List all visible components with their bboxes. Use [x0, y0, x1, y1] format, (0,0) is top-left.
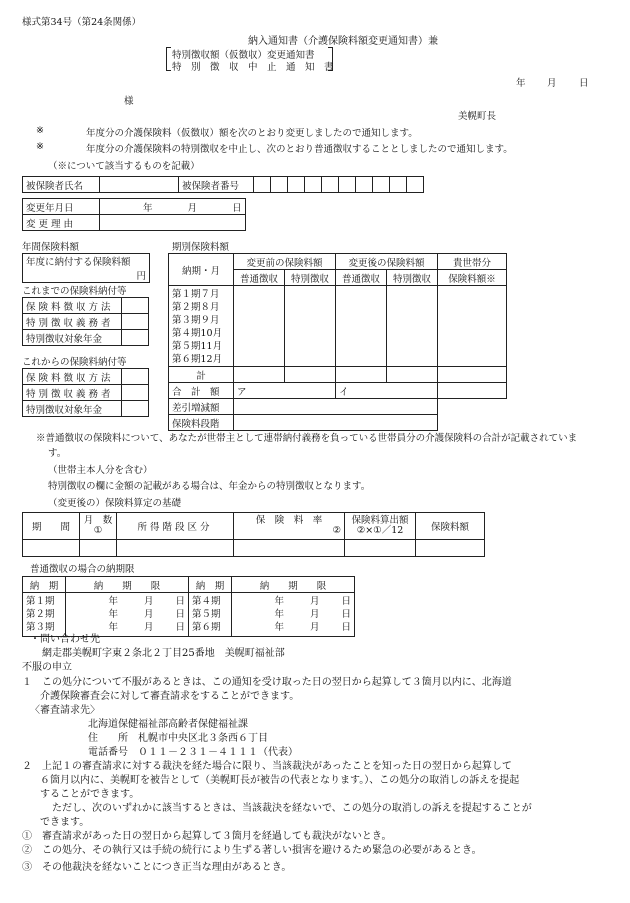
- change-table: [22, 198, 246, 231]
- col-household: 貴世帯分: [438, 254, 507, 270]
- footnote-line-1: ※普通徴収の保険料について、あなたが世帯主として連帯納付義務を負っている世帯員分の介護保険料の合計が記載されていま: [36, 433, 578, 444]
- inquiry-address: 網走郡美幌町字東２条北２丁目25番地 美幌町福祉部: [42, 648, 285, 659]
- change-reason-value: [100, 215, 246, 231]
- inquiry-label: ・問い合わせ先: [30, 634, 100, 645]
- basis-col-stage: 所得階段区分: [117, 513, 234, 540]
- period-5: 第５期11月: [172, 341, 223, 352]
- basis-col-period: 期 間: [23, 513, 80, 540]
- due-3-y: 年: [108, 622, 118, 633]
- basis-calc-label: 保険料算出額: [351, 515, 409, 526]
- due-4-m: 月: [309, 596, 320, 607]
- period-2: 第２期８月: [172, 302, 220, 313]
- notice-text-2: 年度分の介護保険料の特別徴収を中止し、次のとおり普通徴収することとしましたので通知します。: [86, 144, 513, 155]
- future-pension-label: 特別徴収対象年金: [23, 401, 122, 417]
- past-obligor-label: 特別徴収義務者: [23, 314, 122, 330]
- grand-total-label: 合 計 額: [169, 383, 234, 399]
- annual-payable-cell: [23, 254, 150, 283]
- future-table: [22, 368, 149, 417]
- past-table: [22, 297, 149, 346]
- footnote-line-2: す。: [48, 448, 67, 459]
- period-1: 第１期７月: [172, 289, 220, 300]
- past-heading: これまでの保険料納付等: [22, 286, 127, 297]
- basis-months-label: 月 数: [83, 515, 113, 526]
- due-col-period-left: 納 期: [23, 577, 66, 593]
- basis-rate-label: 保 険 料 率: [255, 515, 323, 526]
- future-obligor-label: 特別徴収義務者: [23, 385, 122, 401]
- date-month: 月: [547, 78, 557, 89]
- basis-col-calc: [345, 513, 416, 540]
- annual-payable-label: 年度に納付する保険料額: [26, 257, 131, 268]
- basis-calc-formula: ②×①／12: [356, 525, 404, 536]
- due-col-period-right: 納 期: [189, 577, 232, 593]
- appeal-heading: 不服の申立: [22, 662, 72, 673]
- due-table: [22, 576, 355, 637]
- basis-col-months: [80, 513, 117, 540]
- grand-total-after: [336, 383, 438, 399]
- sub-before-special: 特別徴収: [285, 270, 336, 286]
- insured-table: [22, 176, 424, 193]
- change-year: 年: [143, 202, 153, 214]
- sub-after-special: 特別徴収: [387, 270, 438, 286]
- period-4: 第４期10月: [172, 328, 223, 339]
- due-5-d: 日: [341, 609, 351, 620]
- notice-mark-2: ※: [36, 141, 44, 152]
- col-after: 変更後の保険料額: [336, 254, 438, 270]
- title-sub-variation: 特別徴収額（仮徴収）変更通知書: [172, 50, 315, 61]
- due-2-y: 年: [108, 609, 118, 620]
- due-4-d: 日: [341, 596, 351, 607]
- due-right-periods: [189, 593, 232, 637]
- document-title: 納入通知書（介護保険料額変更通知書）兼: [248, 36, 438, 47]
- basis-heading: （変更後の）保険料算定の基礎: [48, 498, 182, 509]
- change-date-value: [100, 199, 246, 215]
- col-period: 納期・月: [169, 254, 234, 286]
- basis-table: [22, 512, 485, 557]
- mark-a: ア: [237, 386, 247, 398]
- due-1-y: 年: [108, 596, 118, 607]
- due-period-5: 第５期: [192, 609, 221, 620]
- sub-before-normal: 普通徴収: [234, 270, 285, 286]
- appeal-p2c: することができます。: [40, 789, 140, 800]
- annual-yen: 円: [136, 271, 146, 282]
- appeal-p2a: ２ 上記１の審査請求に対する裁決を経た場合に限り、当該裁決があったことを知った日の翌日から起算して: [22, 761, 512, 772]
- due-1-d: 日: [175, 596, 185, 607]
- due-col-limit-right: 納 期 限: [232, 577, 355, 593]
- appeal-dest-tel: 電話番号 ０１１－２３１－４１１１（代表）: [88, 747, 298, 758]
- due-6-m: 月: [309, 622, 320, 633]
- notice-text-1: 年度分の介護保険料（仮徴収）額を次のとおり変更しましたので通知します。: [86, 128, 418, 139]
- notice-mark-1: ※: [36, 125, 44, 136]
- annual-payable-table: [22, 253, 150, 283]
- change-month: 月: [187, 202, 198, 214]
- appeal-p3a: ただし、次のいずれかに該当するときは、当該裁決を経ないで、この処分の取消しの訴えを提起することが: [52, 803, 532, 814]
- due-period-2: 第２期: [26, 609, 55, 620]
- issuer: 美幌町長: [458, 111, 497, 122]
- basis-months-num: ①: [93, 525, 103, 536]
- mark-i: イ: [339, 386, 349, 398]
- due-4-y: 年: [274, 596, 284, 607]
- past-pension-label: 特別徴収対象年金: [23, 330, 122, 346]
- appeal-p2b: ６箇月以内に、美幌町を被告として（美幌町長が被告の代表となります。）、この処分の取消しの訴えを提起: [40, 775, 520, 786]
- due-3-m: 月: [143, 622, 154, 633]
- date-year: 年: [516, 78, 526, 89]
- due-2-m: 月: [143, 609, 154, 620]
- due-6-d: 日: [341, 622, 351, 633]
- addressee-suffix: 様: [124, 96, 134, 107]
- diff-label: 差引増減額: [169, 399, 234, 415]
- change-day: 日: [232, 202, 242, 214]
- col-before: 変更前の保険料額: [234, 254, 336, 270]
- due-period-1: 第１期: [26, 596, 55, 607]
- change-reason-label: 変更理由: [23, 215, 100, 231]
- due-6-y: 年: [274, 622, 284, 633]
- appeal-p3b: できます。: [40, 817, 90, 828]
- due-1-m: 月: [143, 596, 154, 607]
- due-2-d: 日: [175, 609, 185, 620]
- title-bracket-left: [166, 47, 171, 71]
- periodic-table: [168, 253, 507, 431]
- basis-col-amount: 保険料額: [416, 513, 485, 540]
- notice-note: （※について該当するものを記載）: [48, 161, 200, 172]
- date-day: 日: [579, 78, 589, 89]
- due-period-3: 第３期: [26, 622, 55, 633]
- title-sub-stop: 特 別 徴 収 中 止 通 知 書: [172, 62, 334, 73]
- due-period-4: 第４期: [192, 596, 221, 607]
- past-method-label: 保険料徴収方法: [23, 298, 122, 314]
- basis-col-rate: [234, 513, 345, 540]
- change-date-label: 変更年月日: [23, 199, 100, 215]
- due-3-d: 日: [175, 622, 185, 633]
- due-5-m: 月: [309, 609, 320, 620]
- annual-heading: 年間保険料額: [22, 242, 80, 253]
- footnote-line-4: 特別徴収の欄に金額の記載がある場合は、年金からの特別徴収となります。: [48, 481, 371, 492]
- stage-label: 保険料段階: [169, 415, 234, 431]
- sub-after-normal: 普通徴収: [336, 270, 387, 286]
- future-heading: これからの保険料納付等: [22, 357, 127, 368]
- due-5-y: 年: [274, 609, 284, 620]
- period-6: 第６期12月: [172, 354, 223, 365]
- appeal-dest-label: 〈審査請求先〉: [30, 705, 100, 716]
- form-number: 様式第34号（第24条関係）: [22, 17, 142, 28]
- total-label: 計: [169, 367, 234, 383]
- insured-number-label: 被保険者番号: [179, 177, 254, 193]
- basis-rate-num: ②: [332, 525, 341, 536]
- appeal-dest-addr: 住 所 札幌市中央区北３条西６丁目: [88, 733, 268, 744]
- appeal-p1: １ この処分について不服があるときは、この通知を受け取った日の翌日から起算して３箇月以内に、北海道: [22, 677, 512, 688]
- future-method-label: 保険料徴収方法: [23, 369, 122, 385]
- due-col-limit-left: 納 期 限: [66, 577, 189, 593]
- insured-name-label: 被保険者氏名: [23, 177, 100, 193]
- appeal-item-2: ② この処分、その執行又は手続の続行により生ずる著しい損害を避けるため緊急の必要があるとき。: [22, 845, 482, 856]
- appeal-item-3: ③ その他裁決を経ないことにつき正当な理由があるとき。: [22, 862, 292, 873]
- periodic-heading: 期別保険料額: [172, 242, 230, 253]
- grand-total-before: [234, 383, 336, 399]
- period-list: [169, 286, 234, 367]
- due-period-6: 第６期: [192, 622, 221, 633]
- period-3: 第３期９月: [172, 315, 220, 326]
- appeal-p1b: 介護保険審査会に対して審査請求をすることができます。: [40, 691, 300, 702]
- appeal-dest-org: 北海道保健福祉部高齢者保健福祉課: [88, 719, 248, 730]
- appeal-item-1: ① 審査請求があった日の翌日から起算して３箇月を経過しても裁決がないとき。: [22, 831, 392, 842]
- insured-name-value: [100, 177, 179, 193]
- due-heading: 普通徴収の場合の納期限: [30, 564, 135, 575]
- due-right-dates: [232, 593, 355, 637]
- footnote-line-3: （世帯主本人分を含む）: [48, 465, 153, 476]
- col-household-2: 保険料額※: [438, 270, 507, 286]
